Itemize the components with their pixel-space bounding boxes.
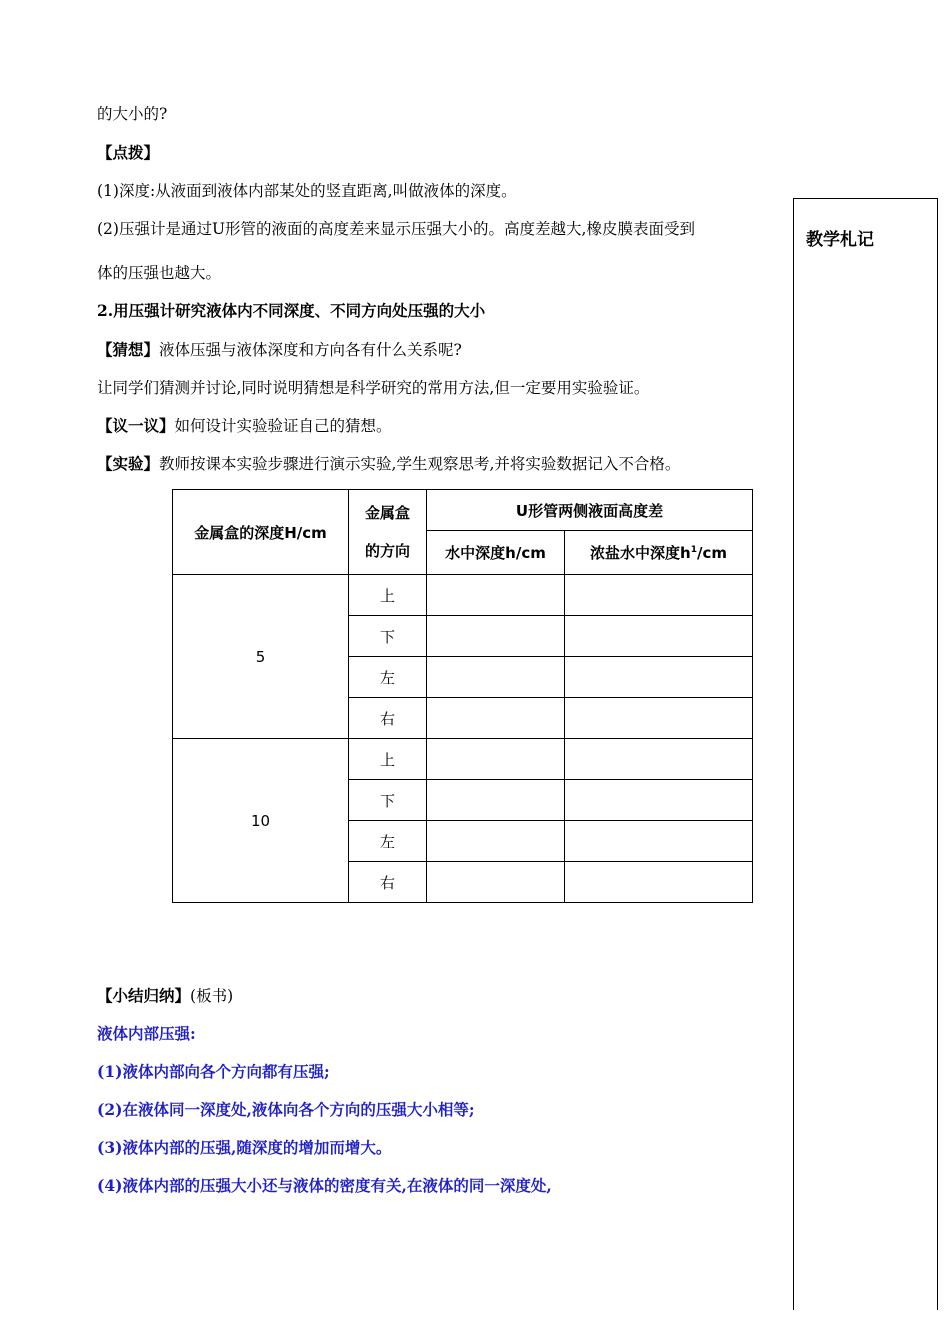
guess-text: 液体压强与液体深度和方向各有什么关系呢?: [159, 341, 462, 359]
notes-sidebar: [793, 198, 938, 1310]
direction-cell: 上: [349, 575, 427, 616]
water-value-cell: [427, 657, 565, 698]
guess-line: [97, 339, 462, 361]
depth-cell: 10: [173, 739, 349, 903]
water-value-cell: [427, 739, 565, 780]
experiment-line: [97, 453, 680, 475]
brine-value-cell: [565, 657, 753, 698]
section-label-dianbo: 【点拨】: [97, 143, 160, 162]
header-height-diff: U形管两侧液面高度差: [427, 490, 753, 531]
direction-cell: 上: [349, 739, 427, 780]
direction-cell: 右: [349, 698, 427, 739]
direction-cell: 下: [349, 780, 427, 821]
header-brine-superscript: 1: [690, 545, 697, 556]
header-water-depth: 水中深度h/cm: [427, 531, 565, 575]
water-value-cell: [427, 780, 565, 821]
header-brine-depth: [565, 531, 753, 575]
table-row: [173, 739, 753, 780]
summary-note: (板书): [190, 987, 234, 1005]
paragraph: 让同学们猜测并讨论,同时说明猜想是科学研究的常用方法,但一定要用实验验证。: [97, 379, 650, 397]
blue-point-4: (4)液体内部的压强大小还与液体的密度有关,在液体的同一深度处,: [97, 1176, 552, 1195]
brine-value-cell: [565, 698, 753, 739]
header-brine-unit: /cm: [696, 544, 727, 563]
header-depth: 金属盒的深度H/cm: [173, 490, 349, 575]
brine-value-cell: [565, 575, 753, 616]
paragraph-clipped: (2)压强计是通过U形管的液面的高度差来显示压强大小的。高度差越大,橡皮膜表面受到: [97, 220, 695, 238]
header-direction: [349, 490, 427, 575]
data-table: [172, 489, 753, 903]
header-direction-line1: 金属盒: [364, 504, 410, 522]
blue-title: 液体内部压强:: [97, 1024, 196, 1043]
header-brine-text: 浓盐水中深度h: [590, 544, 691, 563]
blue-point-2: (2)在液体同一深度处,液体向各个方向的压强大小相等;: [97, 1100, 475, 1119]
header-direction-line2: 的方向: [364, 542, 410, 560]
brine-value-cell: [565, 821, 753, 862]
water-value-cell: [427, 575, 565, 616]
text-line: 的大小的?: [97, 105, 168, 123]
paragraph: 体的压强也越大。: [97, 264, 222, 282]
direction-cell: 右: [349, 862, 427, 903]
sidebar-title: 教学札记: [806, 230, 874, 250]
experiment-label: 【实验】: [97, 454, 160, 473]
table-row: [173, 575, 753, 616]
direction-cell: 下: [349, 616, 427, 657]
water-value-cell: [427, 698, 565, 739]
brine-value-cell: [565, 616, 753, 657]
section-heading: 2.用压强计研究液体内不同深度、不同方向处压强的大小: [97, 301, 486, 320]
guess-label: 【猜想】: [97, 340, 160, 359]
summary-label: 【小结归纳】: [97, 986, 191, 1005]
paragraph: (1)深度:从液面到液体内部某处的竖直距离,叫做液体的深度。: [97, 182, 517, 200]
direction-cell: 左: [349, 657, 427, 698]
direction-cell: 左: [349, 821, 427, 862]
brine-value-cell: [565, 862, 753, 903]
blue-point-1: (1)液体内部向各个方向都有压强;: [97, 1062, 330, 1081]
experiment-text: 教师按课本实验步骤进行演示实验,学生观察思考,并将实验数据记入不合格。: [159, 455, 681, 473]
discuss-line: [97, 415, 392, 437]
water-value-cell: [427, 821, 565, 862]
summary-line: [97, 985, 233, 1007]
brine-value-cell: [565, 739, 753, 780]
water-value-cell: [427, 862, 565, 903]
discuss-label: 【议一议】: [97, 416, 175, 435]
brine-value-cell: [565, 780, 753, 821]
depth-cell: 5: [173, 575, 349, 739]
discuss-text: 如何设计实验验证自己的猜想。: [174, 417, 392, 435]
blue-point-3: (3)液体内部的压强,随深度的增加而增大。: [97, 1138, 392, 1157]
water-value-cell: [427, 616, 565, 657]
